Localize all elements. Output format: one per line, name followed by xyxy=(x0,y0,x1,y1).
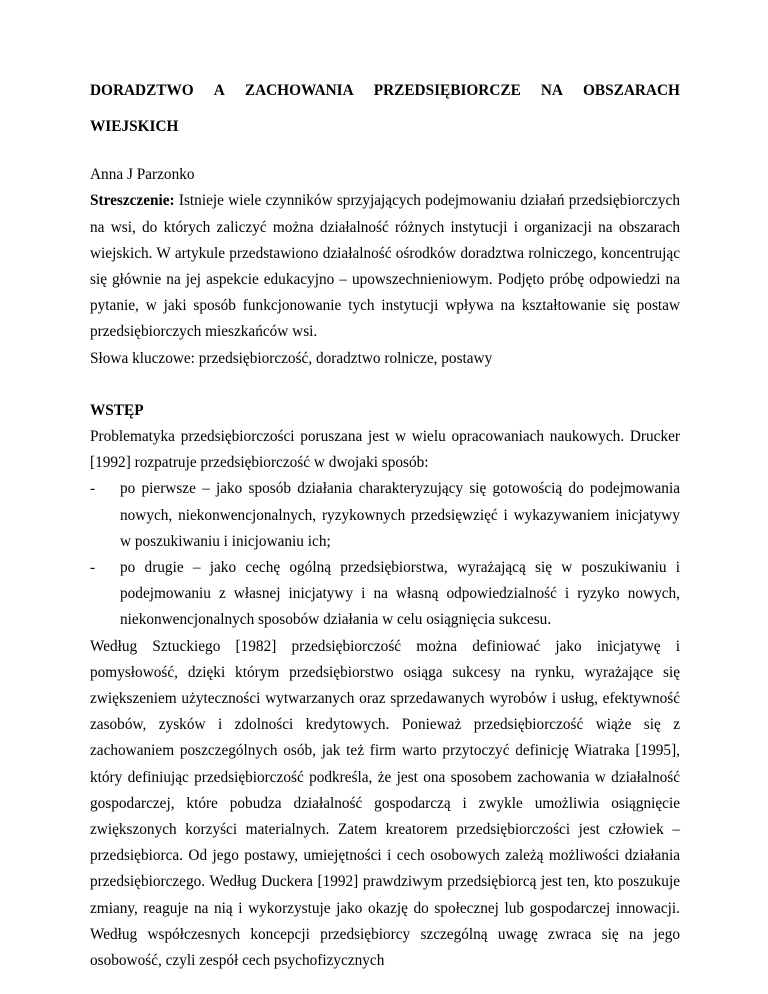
dash-bullet: - xyxy=(90,480,96,498)
list-item xyxy=(90,476,680,555)
document-title-line-2: WIEJSKICH xyxy=(90,118,179,135)
list-item-text: po drugie – jako cechę ogólną przedsiębiorstwa, wyrażającą się w poszukiwaniu i podejmowaniu z własnej inicjatywy i na własną odpowiedzialność i ryzyko nowych, niekonwencjonalnych sposobów działania w celu osiągnięcia sukcesu. xyxy=(120,559,680,629)
definition-list xyxy=(90,476,680,633)
list-item-text: po pierwsze – jako sposób działania charakteryzujący się gotowością do podejmowania nowych, niekonwencjonalnych, ryzykownych przedsięwzięć i wykazywaniem inicjatywy w poszukiwaniu i inicjowaniu ich; xyxy=(120,480,680,550)
author-name: Anna J Parzonko xyxy=(90,166,195,184)
intro-paragraph: Problematyka przedsiębiorczości poruszana jest w wielu opracowaniach naukowych. Drucker [1992] rozpatruje przedsiębiorczość w dwojaki sposób: xyxy=(90,428,680,472)
title-word: NA xyxy=(540,82,563,99)
document-title-line-1 xyxy=(90,78,680,104)
abstract-text: Istnieje wiele czynników sprzyjających podejmowaniu działań przedsiębiorczych na wsi, do których zaliczyć można działalność różnych instytucji i organizacji na obszarach wiejskich. W artykule przedstawiono działalność ośrodków doradztwa rolniczego, koncentrując się głównie na jej aspekcie edukacyjno – upowszechnieniowym. Podjęto próbę odpowiedzi na pytanie, w jaki sposób funkcjonowanie tych instytucji wpływa na kształtowanie się postaw przedsiębiorczych mieszkańców wsi. xyxy=(90,192,680,341)
title-word: PRZEDSIĘBIORCZE xyxy=(373,82,521,99)
title-word: ZACHOWANIA xyxy=(244,82,354,99)
abstract-paragraph xyxy=(90,188,680,345)
title-word: A xyxy=(213,82,225,99)
section-heading: WSTĘP xyxy=(90,401,144,419)
list-item xyxy=(90,555,680,634)
title-word: OBSZARACH xyxy=(583,82,680,99)
dash-bullet: - xyxy=(90,559,96,577)
keywords-line: Słowa kluczowe: przedsiębiorczość, doradztwo rolnicze, postawy xyxy=(90,349,493,367)
abstract-label: Streszczenie: xyxy=(90,192,175,210)
body-paragraph: Według Sztuckiego [1982] przedsiębiorczość można definiować jako inicjatywę i pomysłowość, dzięki którym przedsiębiorstwo osiąga sukcesy na rynku, wyrażające się zwiększeniem użyteczności wytwarzanych oraz sprzedawanych wyrobów i usług, efektywność zasobów, zysków i zdolności kredytowych. Ponieważ przedsiębiorczość wiąże się z zachowaniem poszczególnych osób, jak też firm warto przytoczyć definicję Wiatraka [1995], który definiując przedsiębiorczość podkreśla, że jest ona sposobem zachowania w działalność gospodarczej, które pobudza działalność gospodarczą i zwykle umożliwia osiągnięcie zwiększonych korzyści materialnych. Zatem kreatorem przedsiębiorczości jest człowiek – przedsiębiorca. Od jego postawy, umiejętności i cech osobowych zależą możliwości działania przedsiębiorczego. Według Duckera [1992] prawdziwym przedsiębiorcą jest ten, kto poszukuje zmiany, reaguje na nią i wykorzystuje jako okazję do społecznej lub gospodarczej innowacji. Według współczesnych koncepcji przedsiębiorcy szczególną uwagę zwraca się na jego osobowość, czyli zespół cech psychofizycznych xyxy=(90,637,680,970)
title-word: DORADZTWO xyxy=(90,82,194,99)
